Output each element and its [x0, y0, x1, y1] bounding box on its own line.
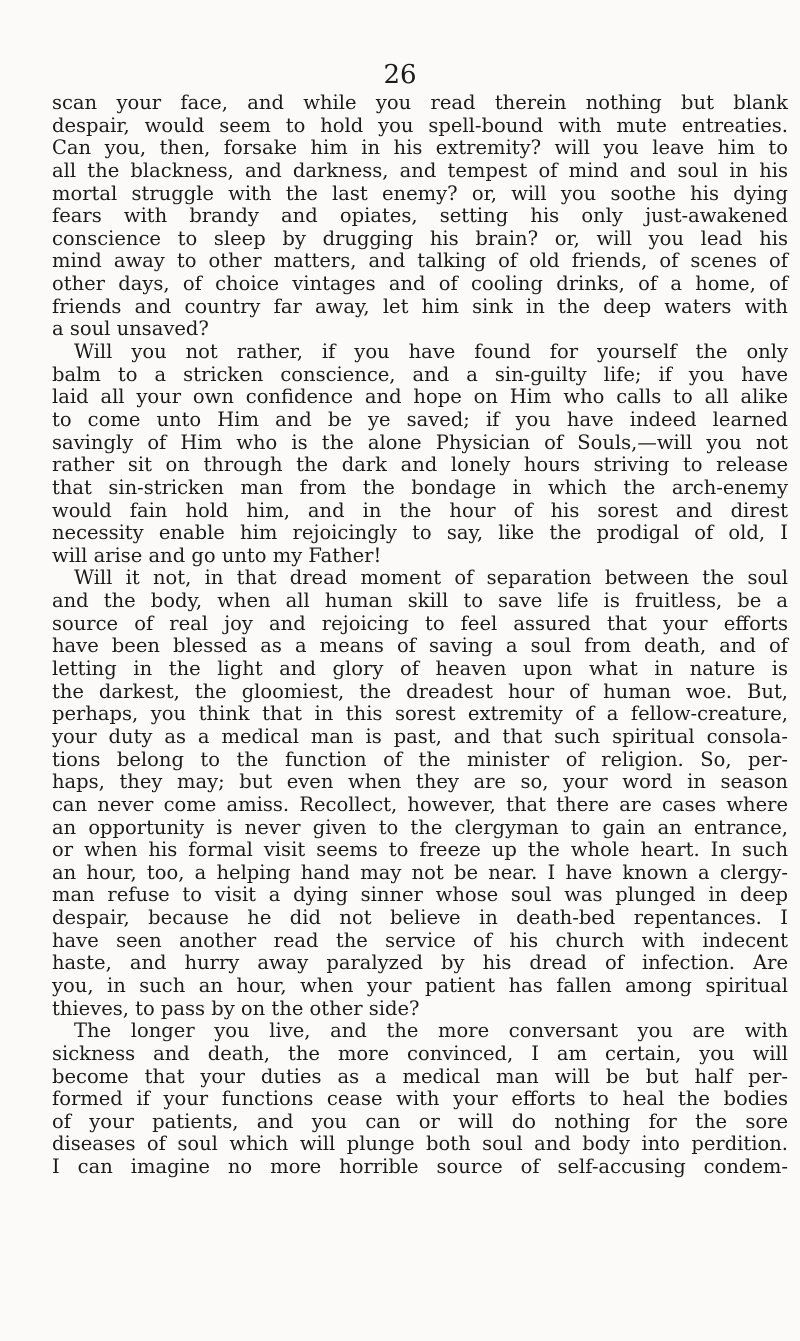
text-line: friends and country far away, let him sink in the deep waters with — [52, 294, 788, 318]
text-line: I can imagine no more horrible source of self-accusing condem- — [52, 1155, 788, 1179]
text-line: that sin-stricken man from the bondage in which the arch-enemy — [52, 475, 788, 499]
text-line: other days, of choice vintages and of cooling drinks, of a home, of — [52, 272, 788, 296]
text-line: man refuse to visit a dying sinner whose soul was plunged in deep — [52, 883, 788, 907]
text-line: conscience to sleep by drugging his brain? or, will you lead his — [52, 226, 788, 250]
text-line: an opportunity is never given to the clergyman to gain an entrance, — [52, 815, 788, 839]
text-line: perhaps, you think that in this sorest extremity of a fellow-creature, — [52, 702, 788, 726]
text-line: would fain hold him, and in the hour of his sorest and direst — [52, 498, 788, 522]
text-line: haps, they may; but even when they are so, your word in season — [52, 770, 788, 794]
text-line: have been blessed as a means of saving a soul from death, and of — [52, 634, 788, 658]
text-line: fears with brandy and opiates, setting his only just-awakened — [52, 204, 788, 228]
paragraph-start-line: Will it not, in that dread moment of separation between the soul — [74, 566, 788, 590]
text-line: formed if your functions cease with your efforts to heal the bodies — [52, 1087, 788, 1111]
text-line: sickness and death, the more convinced, I am certain, you will — [52, 1041, 788, 1065]
text-line: laid all your own confidence and hope on Him who calls to all alike — [52, 385, 788, 409]
text-line: a soul unsaved? — [52, 317, 209, 341]
text-line: scan your face, and while you read therein nothing but blank — [52, 91, 788, 114]
text-line: haste, and hurry away paralyzed by his dread of infection. Are — [52, 951, 788, 975]
paragraph-start-line: Will you not rather, if you have found for yourself the only — [74, 340, 788, 364]
text-line: all the blackness, and darkness, and tempest of mind and soul in his — [52, 158, 788, 182]
text-line: savingly of Him who is the alone Physician of Souls,—will you not — [52, 430, 788, 454]
text-line: Can you, then, forsake him in his extremity? will you leave him to — [52, 136, 788, 160]
text-line: letting in the light and glory of heaven upon what in nature is — [52, 657, 788, 681]
text-line: and the body, when all human skill to save life is fruitless, be a — [52, 589, 788, 613]
text-line: or when his formal visit seems to freeze up the whole heart. In such — [52, 838, 788, 862]
text-line: will arise and go unto my Father! — [52, 543, 382, 567]
text-line: you, in such an hour, when your patient has fallen among spiritual — [52, 973, 788, 997]
text-line: your duty as a medical man is past, and that such spiritual consola- — [52, 724, 788, 748]
text-line: diseases of soul which will plunge both soul and body into perdition. — [52, 1132, 788, 1156]
text-line: rather sit on through the dark and lonely hours striving to release — [52, 453, 788, 477]
text-line: mind away to other matters, and talking of old friends, of scenes of — [52, 249, 788, 273]
text-line: despair, would seem to hold you spell-bound with mute entreaties. — [52, 113, 788, 137]
text-line: source of real joy and rejoicing to feel assured that your efforts — [52, 611, 788, 635]
body-text — [52, 92, 788, 1179]
text-line: of your patients, and you can or will do nothing for the sore — [52, 1109, 788, 1133]
page-number: 26 — [383, 60, 417, 90]
text-line: can never come amiss. Recollect, however, that there are cases where — [52, 792, 788, 816]
text-line: balm to a stricken conscience, and a sin-guilty life; if you have — [52, 362, 788, 386]
text-line: to come unto Him and be ye saved; if you have indeed learned — [52, 407, 788, 431]
text-line: necessity enable him rejoicingly to say, like the prodigal of old, I — [52, 521, 788, 545]
paragraph-start-line: The longer you live, and the more conversant you are with — [74, 1019, 788, 1043]
text-line: an hour, too, a helping hand may not be near. I have known a clergy- — [52, 860, 788, 884]
text-line: become that your duties as a medical man will be but half per- — [52, 1064, 788, 1088]
text-line: thieves, to pass by on the other side? — [52, 996, 420, 1020]
text-line: the darkest, the gloomiest, the dreadest hour of human woe. But, — [52, 679, 788, 703]
text-line: despair, because he did not believe in death-bed repentances. I — [52, 906, 788, 930]
text-line: have seen another read the service of his church with indecent — [52, 928, 788, 952]
text-line: mortal struggle with the last enemy? or, will you soothe his dying — [52, 181, 788, 205]
text-line: tions belong to the function of the minister of religion. So, per- — [52, 747, 788, 771]
